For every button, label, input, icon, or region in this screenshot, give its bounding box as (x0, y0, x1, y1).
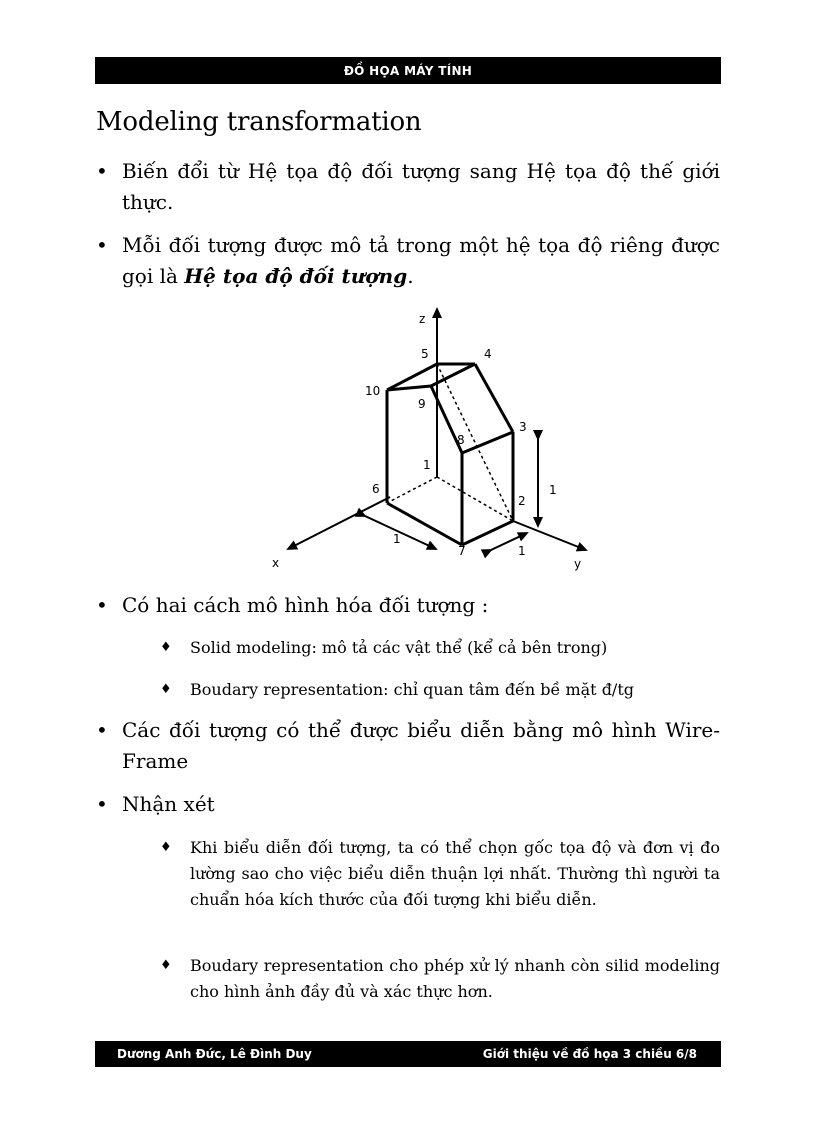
page-title: Modeling transformation (96, 107, 422, 137)
vertex-label: 6 (372, 482, 380, 496)
bullet-dot-icon: • (96, 792, 108, 816)
sub-bullet-text: Khi biểu diễn đối tượng, ta có thể chọn gốc tọa độ và đơn vị đo lường sao cho việc biểu diễn thuận lợi nhất. Thường thì người ta chuẩn hóa kích thước của đối tượng khi biểu diễn. (190, 838, 720, 909)
bullet-dot-icon: • (96, 159, 108, 183)
sub-bullet-item (160, 953, 720, 1005)
bullet-text: Có hai cách mô hình hóa đối tượng : (122, 593, 489, 617)
dimension-label: 1 (518, 544, 526, 558)
footer-authors: Dương Anh Đức, Lê Đình Duy (117, 1047, 312, 1061)
vertex-label: 2 (518, 494, 526, 508)
footer-course-page: Giới thiệu về đồ họa 3 chiều 6/8 (482, 1047, 697, 1061)
sub-bullet-text: Boudary representation: chỉ quan tâm đến bề mặt đ/tg (190, 680, 634, 699)
bullet-item (96, 715, 720, 777)
vertex-label: 1 (423, 458, 431, 472)
bullet-text: Nhận xét (122, 792, 215, 816)
sub-bullet-item (160, 677, 720, 703)
dimension-label: 1 (393, 532, 401, 546)
vertex-label: 5 (421, 347, 429, 361)
object-coordinate-term: Hệ tọa độ đối tượng (184, 264, 408, 288)
axis-label-x: x (272, 556, 280, 570)
sub-bullet-text: Solid modeling: mô tả các vật thể (kể cả bên trong) (190, 638, 608, 657)
sub-bullet-item (160, 835, 720, 913)
vertex-label: 7 (458, 544, 466, 558)
diamond-icon: ♦ (160, 640, 172, 655)
vertex-label: 4 (484, 347, 492, 361)
bullet-item (96, 590, 720, 621)
footer-bar (95, 1041, 721, 1067)
vertex-label: 9 (418, 397, 426, 411)
diamond-icon: ♦ (160, 958, 172, 973)
axis-label-y: y (574, 557, 582, 571)
sub-bullet-text: Boudary representation cho phép xử lý nhanh còn silid modeling cho hình ảnh đầy đủ và xác thực hơn. (190, 956, 720, 1001)
bullet-dot-icon: • (96, 593, 108, 617)
vertex-label: 8 (457, 433, 465, 447)
header-title: ĐỒ HỌA MÁY TÍNH (343, 64, 473, 78)
dimension-label: 1 (549, 483, 557, 497)
bullet-dot-icon: • (96, 233, 108, 257)
sub-bullet-item (160, 635, 720, 661)
diamond-icon: ♦ (160, 840, 172, 855)
bullet-text: Mỗi đối tượng được mô tả trong một hệ tọa độ riêng được gọi là Hệ tọa độ đối tượng. (122, 233, 720, 288)
bullet-dot-icon: • (96, 718, 108, 742)
bullet-item (96, 789, 720, 820)
bullet-text: Các đối tượng có thể được biểu diễn bằng mô hình Wire-Frame (122, 718, 720, 773)
x-axis (288, 497, 390, 549)
bullet-text: Biến đổi từ Hệ tọa độ đối tượng sang Hệ tọa độ thế giới thực. (122, 159, 720, 214)
axis-label-z: z (419, 312, 426, 326)
vertex-label: 10 (365, 384, 381, 398)
diamond-icon: ♦ (160, 682, 172, 697)
vertex-label: 3 (519, 420, 527, 434)
